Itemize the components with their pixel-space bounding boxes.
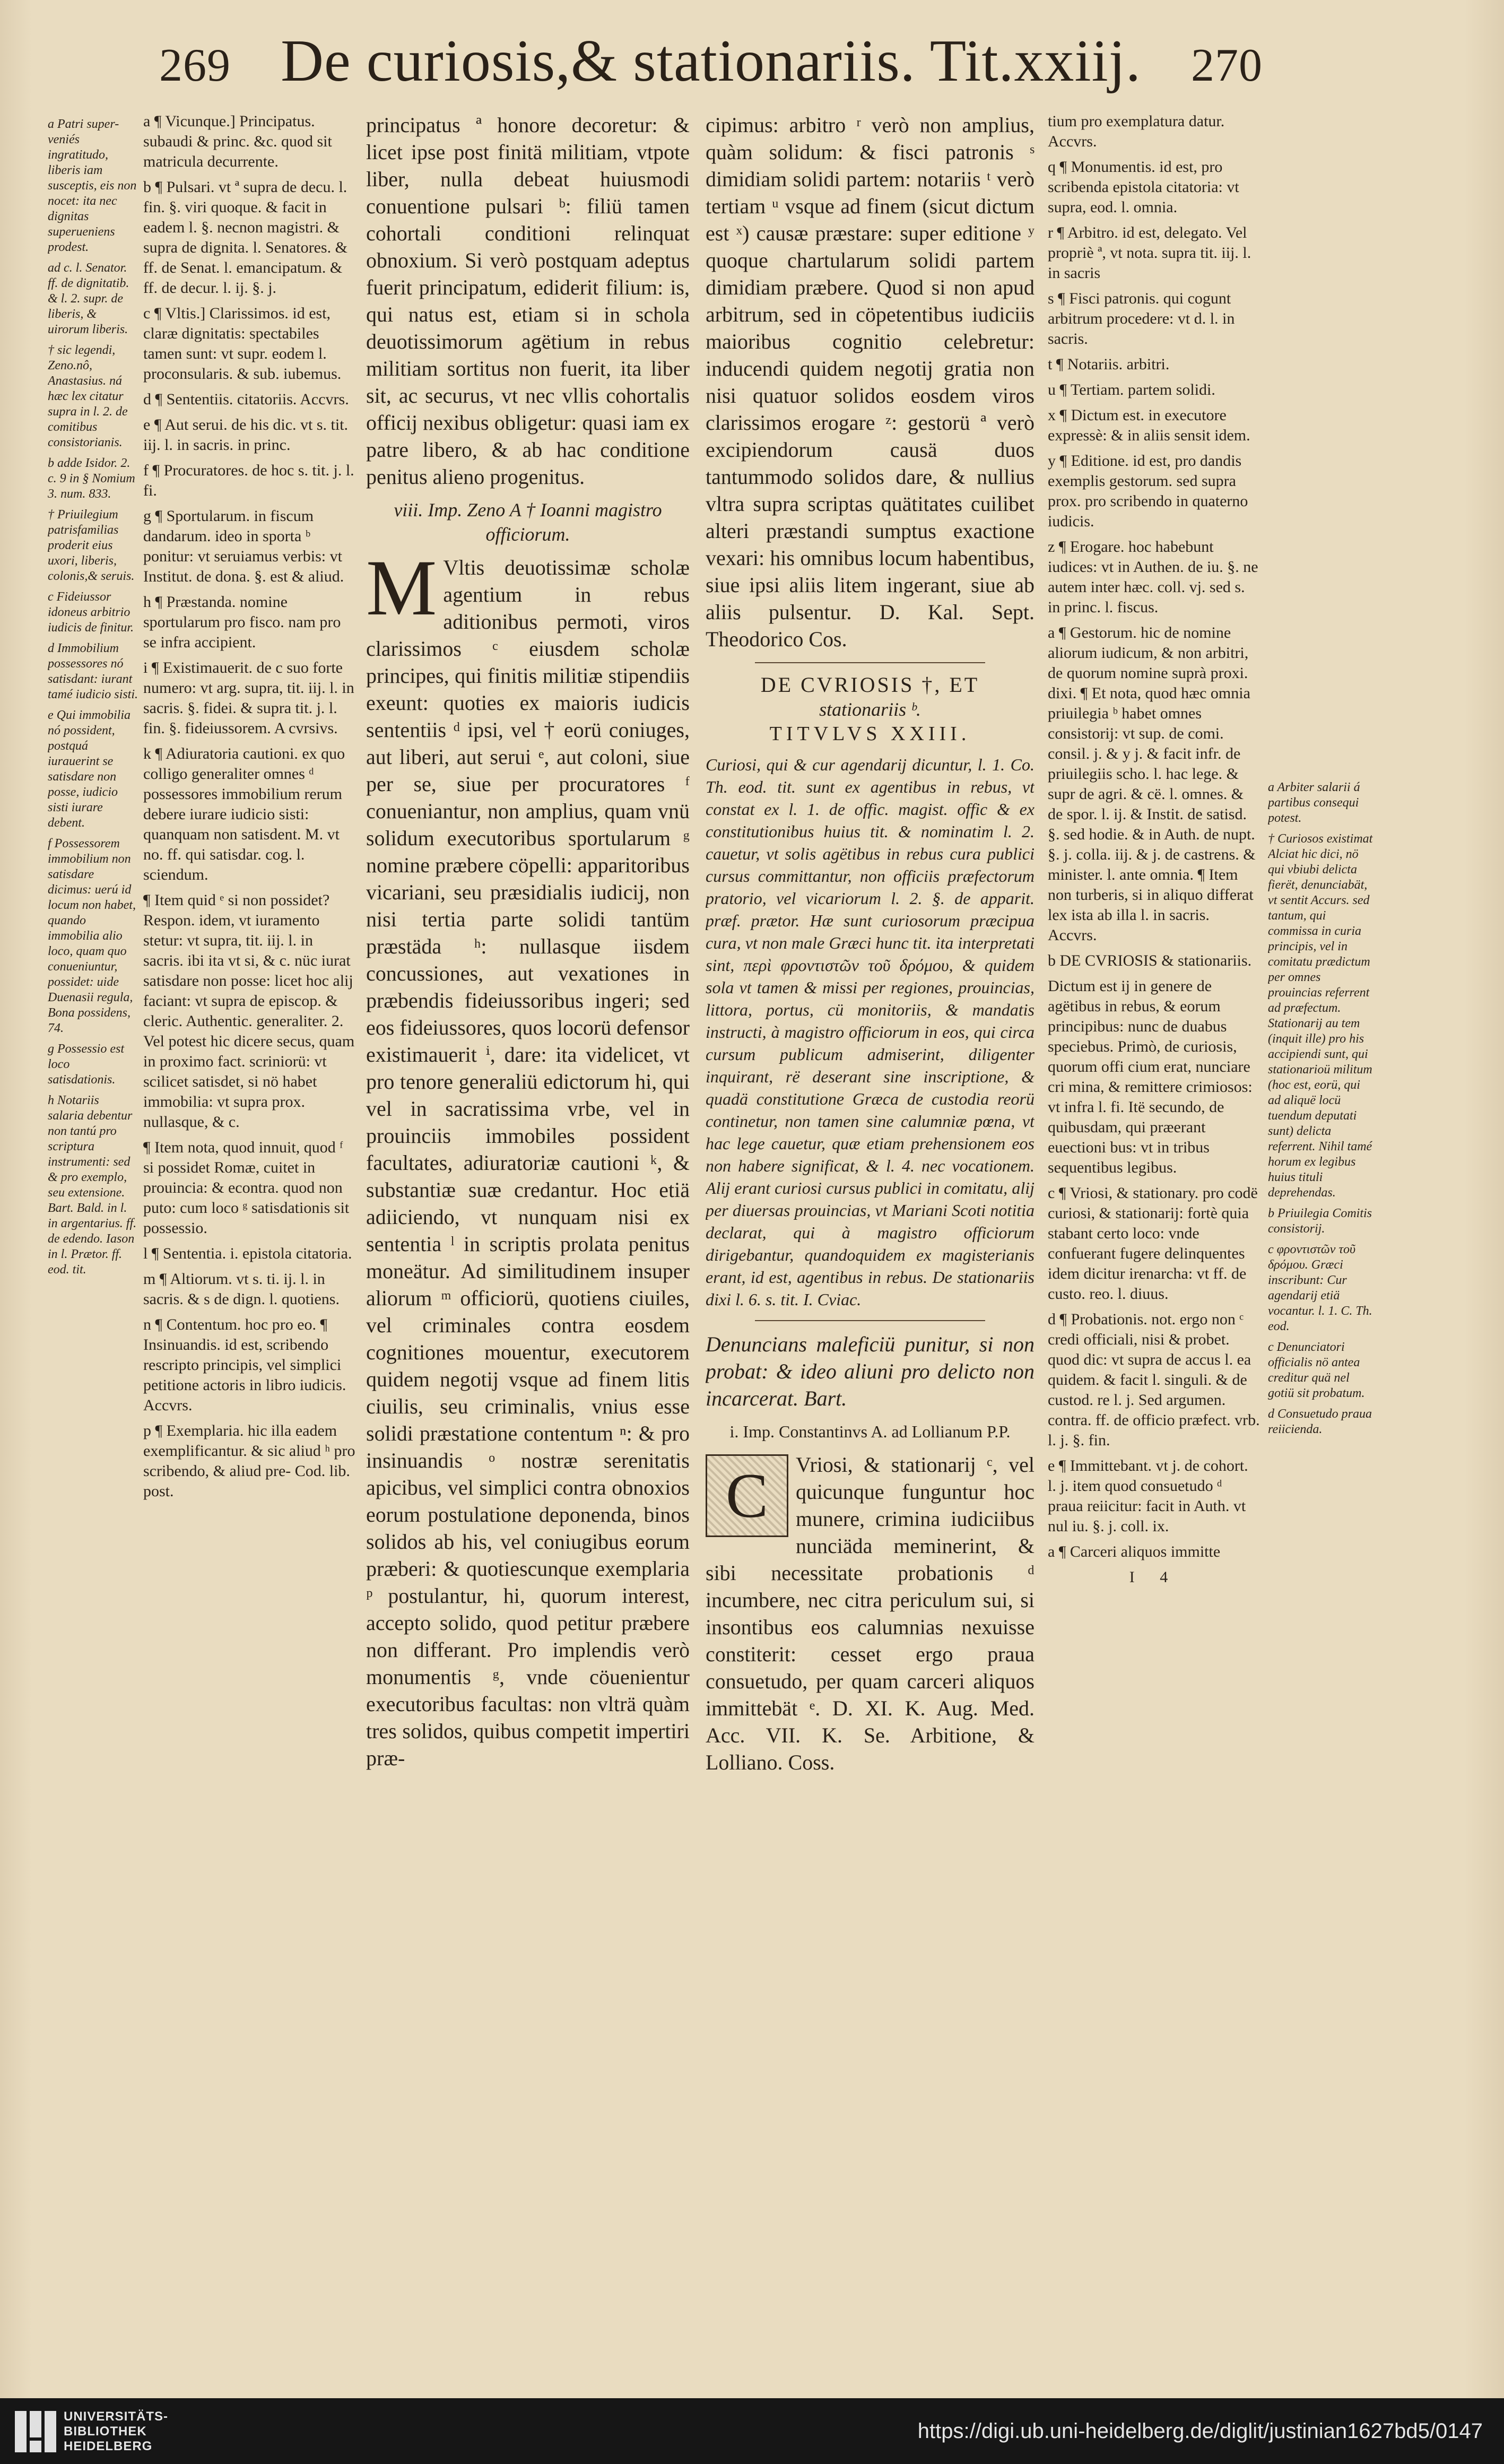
library-name-line: UNIVERSITÄTS- (64, 2409, 169, 2424)
marginal-note: † sic legendi, Zeno.nô, Anastasius. ná hæc lex citatur supra in l. 2. de comitibus consistorianis. (48, 343, 128, 449)
law-heading: viii. Imp. Zeno A † Ioanni magistro officiorum. (394, 499, 662, 545)
body-text: Vriosi, & stationarij ᶜ, vel quicunque funguntur hoc munere, crimina iudiciibus nunciäda meminerint, & sibi necessitate probationis ᵈ incumbere, nec citra periculum sui, si insontibus eos calumnias nexuisse constiterit: cesset ergo praua consuetudo, per quam carceri aliquos immittebät ᵉ. D. XI. K. Aug. Med. Acc. VII. K. Se. Arbitione, & Lolliano. Coss. (706, 1453, 1034, 1774)
marginal-note: † Priuilegium patrisfamilias proderit eius uxori, liberis, colonis,& seruis. (48, 508, 135, 583)
gloss-note: k ¶ Adiuratoria cautioni. ex quo colligo generaliter omnes ᵈ possessores immobilium rerum debere iurare iudicio sisti: quanquam non satisdent. M. vt no. ff. qui satisdar. cog. l. sciendum. (143, 745, 345, 883)
marginal-note: f Possessorem immobilium non satisdare dicimus: uerú id locum non habet, quando immobilia alio loco, quam quo conueniuntur, possidet: uide Duenasii regula, Bona possidens, 74. (48, 837, 136, 1035)
gloss-note: s ¶ Fisci patronis. qui cogunt arbitrum procedere: vt d. l. in sacris. (1048, 290, 1235, 348)
library-logo[interactable] (15, 2408, 168, 2456)
gloss-note: Dictum est ij in genere de agëtibus in rebus, & eorum principibus: nunc de duabus speciebus. Primò, de curiosis, quorum offi cium erat, nunciare cri mina, & remittere crimiosos: vt infra l. fi. Itë secundo, de quibusdam, qui præerant euectioni bus: vt in tribus sequentibus legibus. (1048, 977, 1253, 1176)
gloss-column-left (143, 111, 355, 2382)
marginal-note: c φροντιστῶν τοῦ δρόμου. Græci inscribunt: Cur agendarij etiä vocantur. l. 1. C. Th. eod. (1268, 1243, 1372, 1333)
gloss-note: a ¶ Vicunque.] Principatus. subaudi & princ. &c. quod sit matricula decurrente. (143, 112, 332, 170)
library-name (64, 2409, 168, 2454)
gloss-note: b ¶ Pulsari. vt ª supra de decu. l. fin. §. viri quoque. & facit in eadem l. §. necnon magistri. & supra de dignita. l. Senatores. & ff. de Senat. l. emancipatum. & ff. de decur. l. ij. §. j. (143, 178, 347, 297)
title-heading-line: DE CVRIOSIS †, ET (760, 673, 980, 697)
gloss-note: e ¶ Immittebant. vt j. de cohort. l. j. item quod consuetudo ᵈ praua reiicitur: facit in Auth. vt nul iu. §. j. coll. ix. (1048, 1457, 1248, 1535)
page-number-left: 269 (159, 40, 231, 91)
title-heading-line: stationariis ᵇ. (819, 699, 921, 720)
marginal-note: h Notariis salaria debentur non tantú pro scriptura instrumenti: sed & pro exemplo, seu extensione. Bart. Bald. in l. in argentarius. ff. de edendo. Iason in l. Prætor. ff. eod. tit. (48, 1094, 137, 1277)
left-marginalia (48, 117, 138, 2372)
marginal-note: c Denunciatori officialis nö antea creditur quä nel gotiü sit probatum. (1268, 1340, 1365, 1400)
marginal-note: ad c. l. Senator. ff. de dignitatib. & l. 2. supr. de liberis, & uirorum liberis. (48, 261, 129, 336)
gloss-note: n ¶ Contentum. hoc pro eo. ¶ Insinuandis. id est, scribendo rescripto principis, vel simplici petitione actoris in libro iudicis. Accvrs. (143, 1316, 346, 1414)
gloss-note: f ¶ Procuratores. de hoc s. tit. j. l. fi. (143, 462, 354, 499)
marginal-note: a Patri super-veniés ingratitudo, liberis iam susceptis, eis non nocet: ita nec dignitas superueniens prodest. (48, 117, 137, 254)
page-url-link[interactable]: https://digi.ub.uni-heidelberg.de/diglit/justinian1627bd5/0147 (917, 2419, 1483, 2443)
library-name-line: BIBLIOTHEK (64, 2424, 147, 2439)
marginal-note: c Fideiussor idoneus arbitrio iudicis de finitur. (48, 590, 134, 635)
gloss-note: a ¶ Carceri aliquos immitte (1048, 1543, 1221, 1560)
gloss-note: z ¶ Erogare. hoc habebunt iudices: vt in Authen. de iu. §. ne autem inter hæc. coll. vj. sed s. in princ. l. fiscus. (1048, 538, 1258, 616)
page-number-right: 270 (1190, 40, 1263, 91)
drop-cap-m: M (366, 544, 437, 632)
body-paragraph (366, 544, 690, 1772)
page-title: De curiosis,& stationariis. Tit.xxiij. (281, 28, 1141, 94)
marginal-note: † Curiosos existimat Alciat hic dici, nö qui vbiubi delicta fierët, denunciabät, vt sentit Accurs. sed tantum, qui commissa in curia principis, vel in comitatu prædictum per omnes prouincias referrent ad præfectum. Stationarij au tem (inquit ille) pro his accipiendi sunt, qui stationarioü militum (hoc est, eorü, qui ad aliquë locü tuendum deputati sunt) delicta referrent. Nihil tamé horum ex legibus huius tituli deprehendas. (1268, 832, 1373, 1200)
marginal-note: a Arbiter salarii á partibus consequi potest. (1268, 780, 1360, 825)
gloss-note: tium pro exemplatura datur. Accvrs. (1048, 112, 1225, 150)
marginal-note: d Consuetudo praua reiicienda. (1268, 1407, 1372, 1436)
right-marginalia (1268, 780, 1374, 2372)
gloss-note: ¶ Item nota, quod innuit, quod ᶠ si possidet Romæ, cuitet in prouincia: & econtra. quod non puto: cum loco ᵍ satisdationis sit possessio. (143, 1139, 350, 1237)
gloss-note: y ¶ Editione. id est, pro dandis exemplis gestorum. sed supra prox. pro scribendo in quaterno iudicis. (1048, 452, 1248, 530)
rubric: Denuncians maleficiü punitur, si non probat: & ideo aliuni pro delicto non incarcerat. Bart. (706, 1332, 1034, 1410)
body-paragraph: principatus ª honore decoretur: & licet ipse post finitä militiam, vtpote liber, nulla debeat huiusmodi conuentione pulsari ᵇ: filiü tamen cohortali conditioni relinquat obnoxium. Si verò postquam adeptus fuerit principatum, ediderit filium: is, qui natus est, etiam si in schola deuotissimorum agëtium in rebus militiam sortitus non fuerit, ita liber sit, ac securus, vt nec vllis cohortalis officij nexibus obligetur: quasi iam ex patre libero, & ab hac conditione penitus alieno progenitus. (366, 113, 690, 489)
title-heading-line: TITVLVS XXIII. (769, 723, 971, 745)
law-heading: i. Imp. Constantinvs A. ad Lollianum P.P. (729, 1422, 1011, 1441)
body-text: Vltis deuotissimæ scholæ agentium in rebus aditionibus permoti, viros clarissimos ᶜ eiusdem scholæ principes, qui finitis militiæ stipendiis exeunt: quoties ex maioris iudicis sententiis ᵈ ipsi, vel † eorü coniuges, aut liberi, aut serui ᵉ, aut coloni, siue per se, siue per procuratores ᶠ conueniantur, non amplius, quam vnü solidum executoribus sportularum ᵍ nomine præbere cöpelli: apparitoribus vicariani, seu præsidialis iudicij, non nisi tertia parte solidi tantüm præstäda ʰ: nullasque iisdem concussiones, aut vexationes in præbendis fideiussoribus ingeri; sed eos fideiussores, quos locorü defensor existimauerit ⁱ, dare: ita videlicet, vt pro tenore generaliü edictorum hi, qui vel in sacratissima vrbe, vel in prouinciis immobiles possident facultates, adiuratoriæ cautioni ᵏ, & substantiæ suæ credantur. Hoc etiä adiiciendo, vt nunquam nisi ex sententia ˡ in scriptis prolata penitus moneätur. Ad similitudinem insuper aliorum ᵐ officiorü, quotiens ciuiles, vel criminales contra eosdem cognitiones mouentur, executorem quidem negotij vsque ad finem litis ciuilis, seu criminalis, vnius esse solidi præstatione contentum ⁿ: & pro insinuandis ᵒ nostræ serenitatis apicibus, vel simplici contra obnoxios eorum postulatione deponenda, binos solidos ab his, vel coniugibus eorum præberi: & quotiescunque exemplaria ᵖ postulantur, hi, quorum interest, accepto solido, quod petitur præbere non differant. Pro implendis verò monumentis ᵍ, vnde cöuenientur executoribus facultas: non vlträ quàm tres solidos, quibus competit impertiri præ- (366, 556, 690, 1770)
marginal-note: b Priuilegia Comitis consistorij. (1268, 1207, 1372, 1236)
gloss-note: x ¶ Dictum est. in executore expressè: & in aliis sensit idem. (1048, 406, 1250, 444)
gloss-note: i ¶ Existimauerit. de c suo forte numero: vt arg. supra, tit. iij. l. in sacris. §. fidei. & supra tit. j. l. fin. §. fideiussorem. A cvrsivs. (143, 659, 354, 737)
gloss-column-right (1048, 111, 1260, 2382)
gloss-note: g ¶ Sportularum. in fiscum dandarum. ideo in sporta ᵇ ponitur: vt seruiamus verbis: vt Institut. de dona. §. est & aliud. (143, 507, 344, 585)
viewer-footer (0, 2398, 1504, 2464)
title-heading (706, 673, 1034, 746)
gloss-note: d ¶ Probationis. not. ergo non ᶜ credi officiali, nisi & probet. quod dic: vt supra de accus l. ea quidem. & facit l. singuli. & de custod. re l. j. Sed argumen. contra. ff. de officio præfect. vrb. l. j. §. fin. (1048, 1311, 1260, 1449)
running-header (159, 21, 1263, 101)
gloss-note: u ¶ Tertiam. partem solidi. (1048, 381, 1215, 398)
gloss-note: q ¶ Monumentis. id est, pro scribenda epistola citatoria: vt supra, eod. l. omnia. (1048, 158, 1239, 216)
gloss-note: t ¶ Notariis. arbitri. (1048, 355, 1170, 373)
signature-mark: I 4 (1129, 1568, 1179, 1586)
gloss-note: l ¶ Sententia. i. epistola citatoria. (143, 1245, 352, 1262)
marginal-note: b adde Isidor. 2. c. 9 in § Nomium 3. num. 833. (48, 456, 135, 501)
gloss-note: m ¶ Altiorum. vt s. ti. ij. l. in sacris. & s de dign. l. quotiens. (143, 1270, 340, 1308)
library-name-line: HEIDELBERG (64, 2439, 153, 2453)
gloss-note: p ¶ Exemplaria. hic illa eadem exemplificantur. & sic aliud ʰ pro scribendo, & aliud pre- Cod. lib. post. (143, 1422, 355, 1500)
gloss-note: r ¶ Arbitro. id est, delegato. Vel propriè ª, vt nota. supra tit. iij. l. in sacris (1048, 224, 1251, 282)
marginal-note: e Qui immobilia nó possident, postquá iurauerint se satisdare non posse, iudicio sisti iurare debent. (48, 708, 131, 830)
library-logo-icon (15, 2411, 56, 2452)
divider (755, 1320, 985, 1321)
gloss-note: e ¶ Aut serui. de his dic. vt s. tit. iij. l. in sacris. in princ. (143, 416, 349, 454)
ornamental-initial-c: C (706, 1454, 788, 1537)
main-text-column-1 (366, 111, 690, 2382)
marginal-note: g Possessio est loco satisdationis. (48, 1042, 124, 1087)
body-paragraph (706, 1451, 1034, 1776)
divider (755, 662, 985, 663)
marginal-note: d Immobilium possessores nó satisdant: iurant tamé iudicio sisti. (48, 641, 138, 701)
main-text-column-2 (706, 111, 1034, 2382)
gloss-note: c ¶ Vriosi, & stationary. pro codë curiosi, & stationarij: fortè quia stabant certo loco: vnde confuerant fugere delinquentes idem dicitur irenarcha: vt ff. de custo. reo. l. diuus. (1048, 1184, 1258, 1303)
gloss-note: b DE CVRIOSIS & stationariis. (1048, 952, 1252, 969)
gloss-note: a ¶ Gestorum. hic de nomine aliorum iudicum, & non arbitri, de quorum nomine suprà proxi. dixi. ¶ Et nota, quod hæc omnia priuilegia ᵇ habet omnes consistorij: vt sup. de comi. consil. j. & y j. & facit infr. de priuilegiis scho. l. hac lege. & supr de agri. & cë. l. omnes. & de spor. l. ij. & Instit. de satisd. §. sed hodie. & in Auth. de nupt. §. j. colla. iij. & j. de castrens. & minister. l. ante omnia. ¶ Item non turberis, si in aliquo differat lex ista ab illa l. in sacris. Accvrs. (1048, 624, 1256, 944)
body-paragraph: cipimus: arbitro ʳ verò non amplius, quàm solidum: & fisci patronis ˢ dimidiam solidi partem: notariis ᵗ verò tertiam ᵘ vsque ad finem (sicut dictum est ˣ) causæ præstare: super editione ʸ quoque chartularum solidi partem dimidiam præbere. Quod si non apud arbitrum, sed in cöpetentibus iudiciis maioribus cognitio celebretur: inducendi quidem negotij gratia non nisi quatuor solidos eosdem viros clarissimos erogare ᶻ: gestorü ª verò excipiendorum causä duos tantummodo solidos dare, & nullius vltra supra scriptas quätitates cuilibet alteri præstandi sumptus exactione vexari: his omnibus locum habentibus, siue ipsi aliis litem ingerant, siue ab aliis pulsentur. D. Kal. Sept. Theodorico Cos. (706, 113, 1034, 651)
gloss-note: ¶ Item quid ᵉ si non possidet? Respon. idem, vt iuramento stetur: vt supra, tit. iij. l. in sacris. ibi ita vt si, & c. nüc iurat satisdare non posse: licet hoc alij faciant: vt supra de episcop. & cleric. Authentic. generaliter. 2. Vel potest hic dicere secus, quam in proximo fact. scriniorü: vt scilicet satisdet, si nö habet immobilia: vt supra prox. nullasque, & c. (143, 891, 355, 1131)
gloss-note: h ¶ Præstanda. nomine sportularum pro fisco. nam pro se infra accipient. (143, 593, 341, 651)
title-summary: Curiosi, qui & cur agendarij dicuntur, l. 1. Co. Th. eod. tit. sunt ex agentibus in rebus, vt constat ex l. 1. de offic. magist. offic & ex constitutionibus huius tit. & nominatim l. 2. cauetur, vt solis agëtibus in rebus cura publici cursus committantur, non officiis præfectorum pratorio, vel vicariorum l. 2. §. de apparit. præf. prætor. Hæ sunt curiosorum præcipua cura, vt non male Græci hunc tit. ita interpretati sint, περὶ φροντιστῶν τοῦ δρόμου, & quidem sola vt tamen & missi per regiones, prouincias, littora, portus, cü monitoriis, & mandatis instructi, à magistro officiorum in eos, qui circa cursum publicum admiserint, diligenter inquirant, rë deserant sine inscriptione, & quadä constitutione Græca de custodia reorü continetur, non tamen sine calumniæ pœna, vt hac lege cauetur, quæ etiam prehensionem eos non habere significat, & l. 4. nec vocationem. Alij erant curiosi cursus publici in comitatu, alij per diuersas prouincias, vt Mariani Scoti notitia declarat, qui à magistro officiorum dirigebantur, quandoquidem ex magisterianis erant, id est, agentibus in rebus. De stationariis dixi l. 6. s. tit. I. Cviac. (706, 755, 1034, 1309)
gloss-note: d ¶ Sententiis. citatoriis. Accvrs. (143, 391, 349, 408)
gloss-note: c ¶ Vltis.] Clarissimos. id est, claræ dignitatis: spectabiles tamen sunt: vt supr. eodem l. proconsularis. & sub. iubemus. (143, 305, 342, 383)
